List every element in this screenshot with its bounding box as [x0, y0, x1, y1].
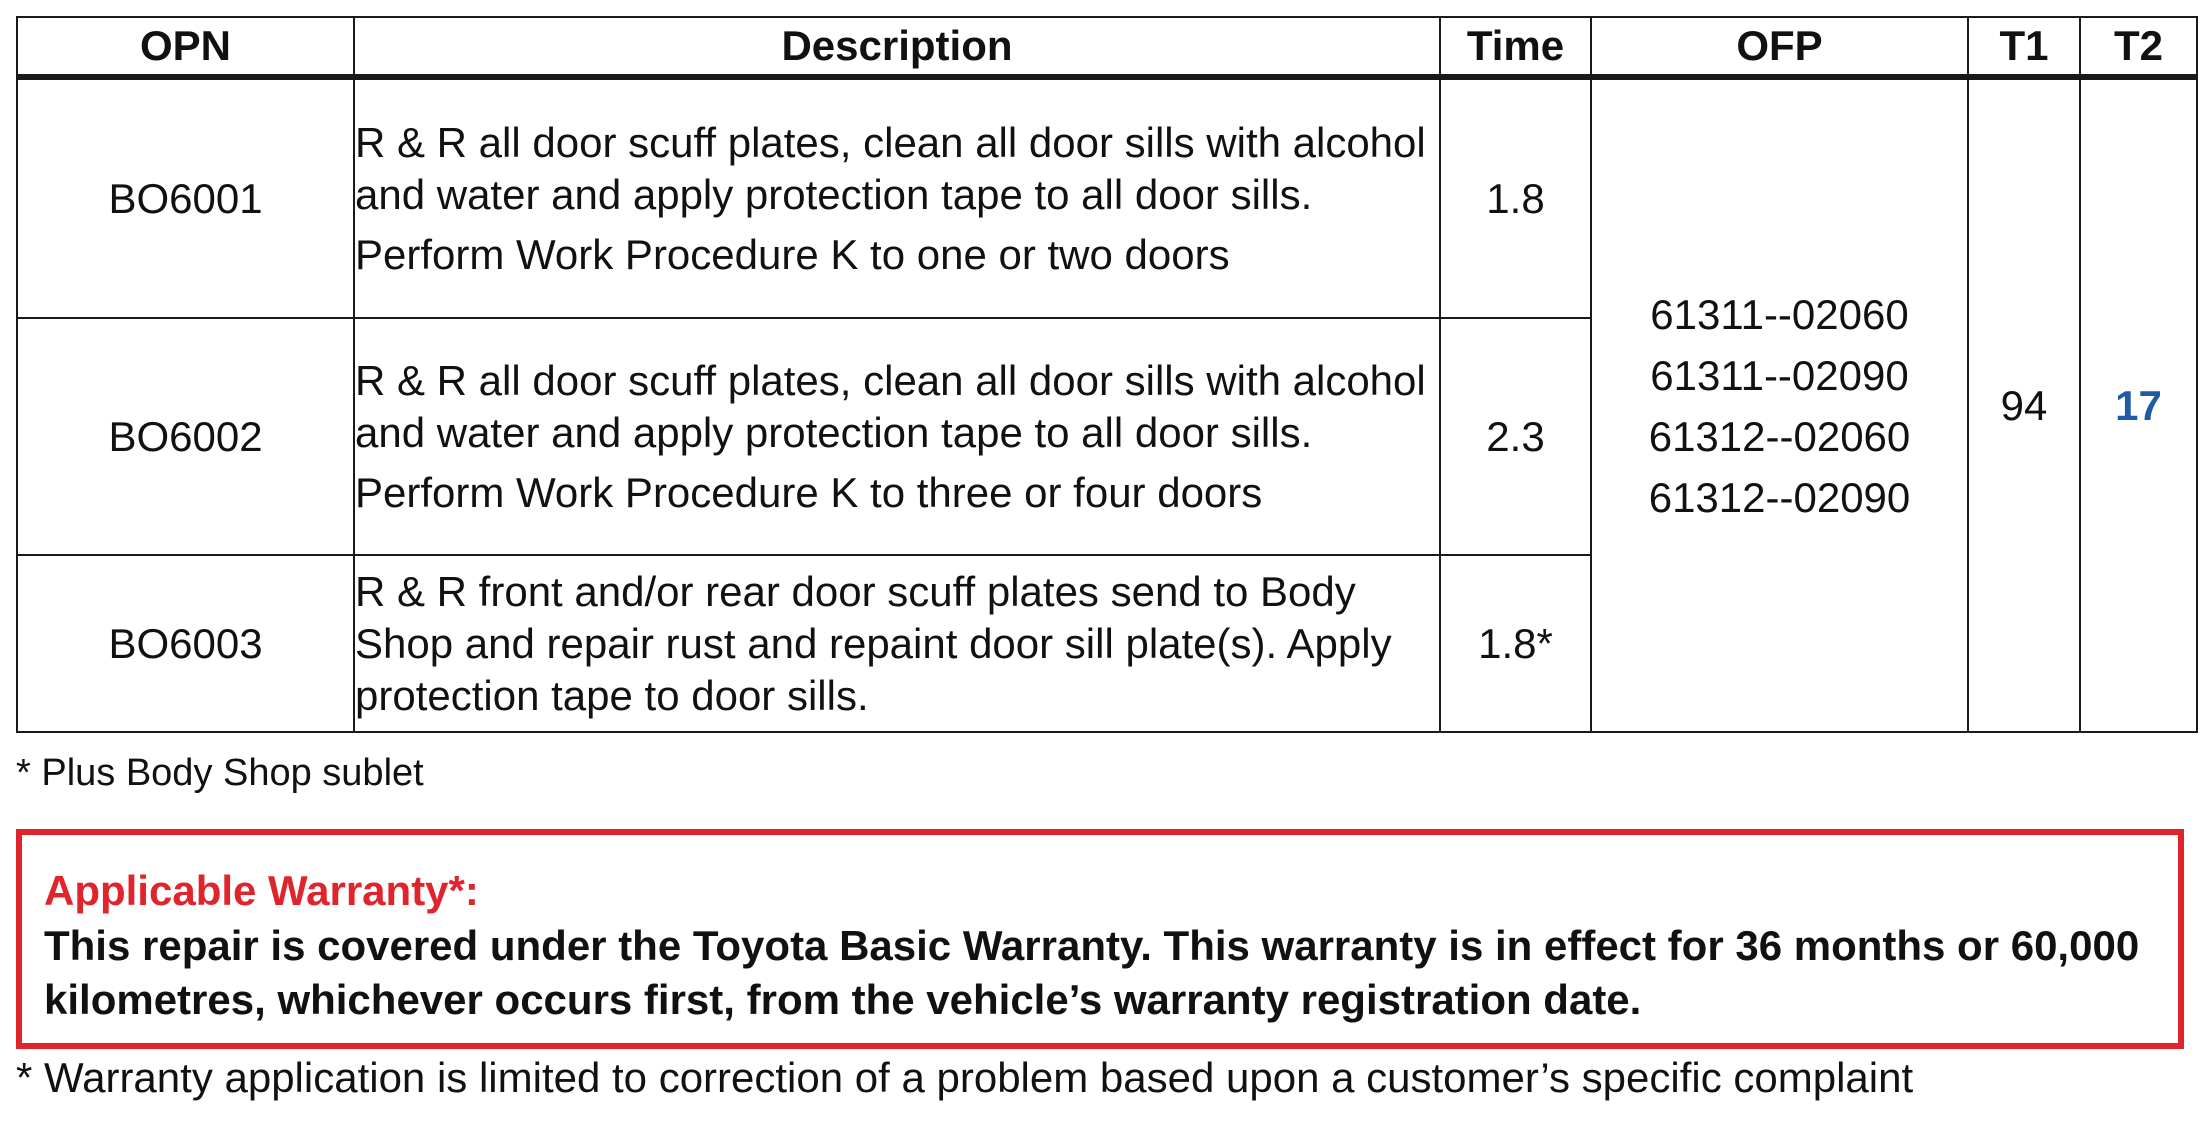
- table-header-row: [17, 17, 2197, 77]
- header-time: Time: [1440, 17, 1591, 77]
- header-t1: T1: [1968, 17, 2080, 77]
- ofp-list: [1592, 284, 1967, 528]
- description-cell: [354, 555, 1440, 732]
- description-text: R & R all door scuff plates, clean all door sills with alcohol and water and apply protection tape to all door sills.: [355, 356, 1426, 456]
- ofp-cell: [1591, 77, 1968, 732]
- time-cell: 1.8*: [1440, 555, 1591, 732]
- t2-cell: 17: [2080, 77, 2197, 732]
- description-cell: [354, 77, 1440, 318]
- description-text: R & R all door scuff plates, clean all door sills with alcohol and water and apply protection tape to all door sills.: [355, 118, 1426, 218]
- header-opn: OPN: [17, 17, 354, 77]
- sublet-footnote: * Plus Body Shop sublet: [16, 752, 424, 794]
- opn-cell: BO6002: [17, 318, 354, 555]
- procedure-text: Perform Work Procedure K to one or two doors: [355, 230, 1230, 278]
- header-t2: T2: [2080, 17, 2197, 77]
- ofp-part-number: 61312--02060: [1648, 412, 1911, 460]
- opn-cell: BO6003: [17, 555, 354, 732]
- warranty-text: This repair is covered under the Toyota Basic Warranty. This warranty is in effect for 36 months or 60,000 kilometres, whichever occurs first, from the vehicle’s warranty registration date.: [44, 922, 2140, 1023]
- warranty-footnote: * Warranty application is limited to correction of a problem based upon a customer’s specific complaint: [16, 1054, 1914, 1101]
- description-cell: [354, 318, 1440, 555]
- warranty-box: [16, 829, 2184, 1049]
- t1-cell: 94: [1968, 77, 2080, 732]
- description-text: R & R front and/or rear door scuff plates send to Body Shop and repair rust and repaint door sill plate(s). Apply protection tape to door sills.: [355, 567, 1392, 719]
- header-ofp: OFP: [1591, 17, 1968, 77]
- warranty-title: Applicable Warranty*:: [44, 867, 479, 914]
- time-cell: 2.3: [1440, 318, 1591, 555]
- procedure-text: Perform Work Procedure K to three or four doors: [355, 468, 1263, 516]
- ofp-part-number: 61311--02060: [1650, 290, 1909, 338]
- time-cell: 1.8: [1440, 77, 1591, 318]
- header-description: Description: [354, 17, 1440, 77]
- table-row: [17, 77, 2197, 318]
- operations-table: [16, 16, 2198, 733]
- ofp-part-number: 61312--02090: [1648, 473, 1911, 521]
- opn-cell: BO6001: [17, 77, 354, 318]
- ofp-part-number: 61311--02090: [1650, 351, 1909, 399]
